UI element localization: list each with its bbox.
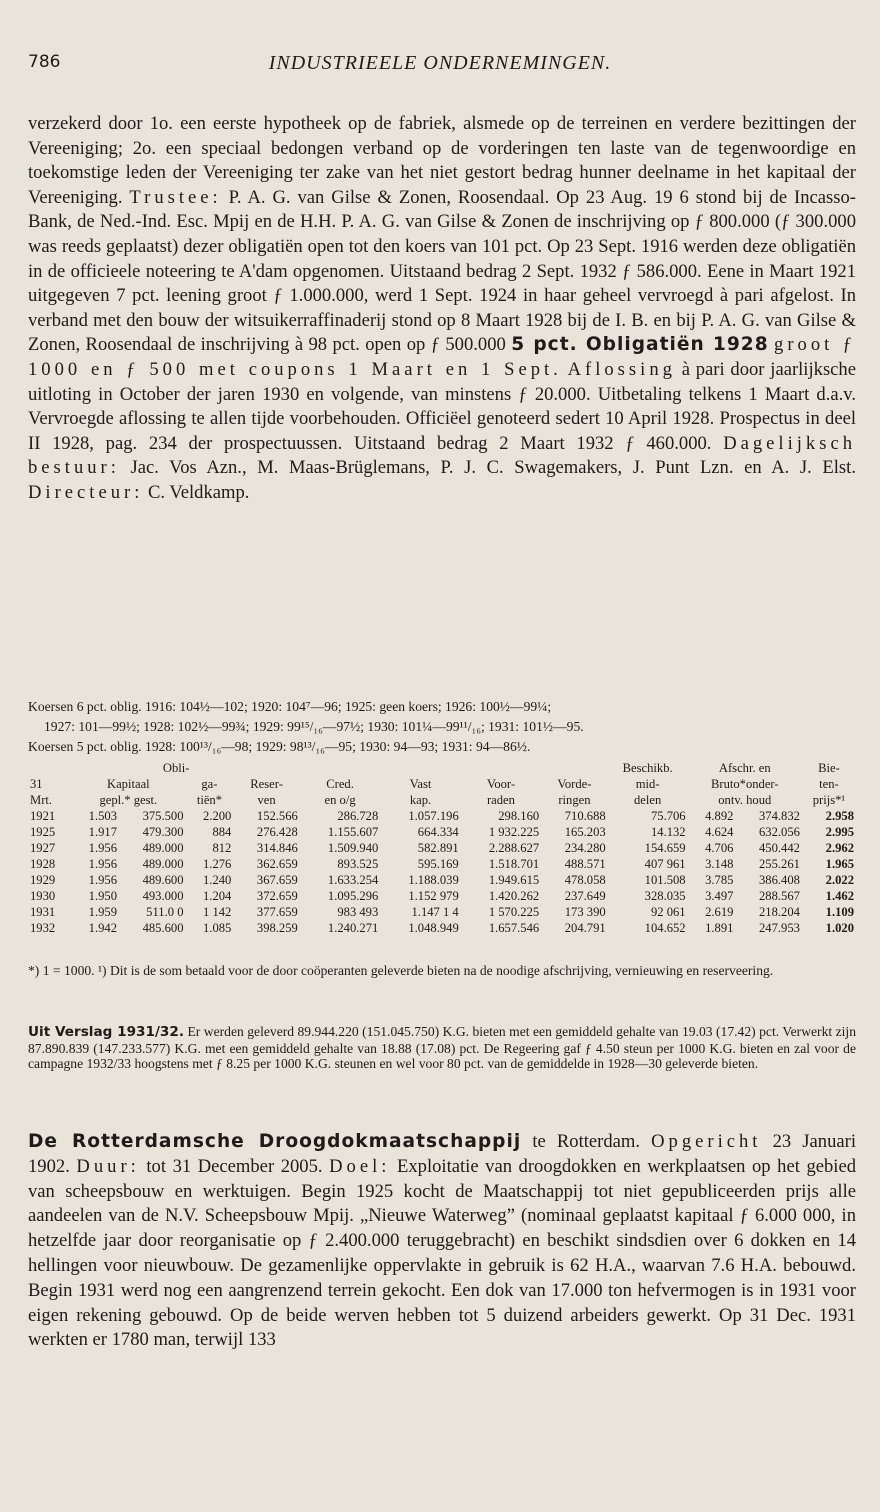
table-cell: 372.659 (256, 889, 298, 903)
price-quotes (28, 698, 856, 758)
col-header: Afschr. en (718, 761, 771, 775)
table-body (28, 808, 856, 936)
table-cell: 1.152 979 (408, 889, 459, 903)
table-cell: 3.148 (705, 857, 734, 871)
col-header: Voor- (486, 777, 516, 791)
company-text: Exploitatie van droogdokken en werkplaatsen op het gebied van scheepsbouw en werktuigen. Begin 1925 kocht de Maatschappij tot niet gepubliceerden prijs alle aandeelen van de N.V. Scheepsbouw Mpij. „Nieuwe Waterweg” (nominaal geplaatst kapitaal ƒ 6.000 000, in hetzelfde jaar door reorganisatie op ƒ 2.400.000 teruggebracht) en beschikt sindsdien over 6 dokken en 14 hellingen voor nieuwbouw. De gezamenlijke oppervlakte in gebruik is 62 H.A., waarvan 7.6 H.A. bebouwd. Begin 1931 werd nog een aangrenzend terrein gekocht. Een dok van 17.000 ton hefvermogen is in 1931 voor eigen rekening gebouwd. Op de beide werven hebben tot 5 duizend arbeiders gewerkt. Op 31 Dec. 1931 werkten er 1780 man, terwijl 133 (28, 1155, 857, 1351)
table-cell: 1.956 (88, 873, 118, 887)
table-cell: 1.633.254 (327, 873, 379, 887)
table-cell: 1.276 (203, 857, 232, 871)
table-cell: 664.334 (417, 825, 459, 839)
table-cell: 983 493 (337, 905, 379, 919)
table-cell: 14.132 (650, 825, 686, 839)
col-header (461, 760, 541, 776)
table-cell: 255.261 (759, 857, 800, 871)
text-run: P. A. G. van Gilse & Zonen, Roosendaal. Op 23 Aug. 19 6 stond bij de Incasso-Bank, de Ned.-Ind. Esc. Mpij en de H.H. P. A. G. van Gilse & Zonen de inschrijving op ƒ 800.000 (ƒ 300.000 was reeds geplaatst) dezer obligatiën open tot den koers van 101 pct. Op 23 Sept. 1916 werden deze obligatiën in de officieele noteering te A'dam opgenomen. Uitstaand bedrag 2 Sept. 1932 ƒ 586.000. Eene in Maart 1921 uitgegeven 7 pct. leening groot ƒ 1.000.000, werd 1 Sept. 1924 in haar geheel vervroegd à pari afgelost. In verband met den bouw der witsuikerraffinaderij stond op 8 Maart 1928 bij de I. B. en bij P. A. G. van Gilse & Zonen, Roosendaal de inschrijving à 98 pct. open op ƒ 500.000 (28, 186, 856, 356)
text-run: Jac. Vos Azn., M. Maas-Brüglemans, P. J. C. Swagemakers, J. Punt Lzn. en A. J. Elst. (130, 457, 856, 479)
col-header: Vorde- (557, 777, 592, 791)
table-cell: 204.791 (564, 921, 606, 935)
quote-line: Koersen 5 pct. oblig. 1928: 100¹³/₁₆—98; 1929: 98¹³/₁₆—95; 1930: 94—93; 1931: 94—86½. (28, 739, 531, 754)
text-run: verzekerd door 1o. een eerste hypotheek op de fabriek, alsmede op de terreinen en verdere bezittingen der Vereeniging; 2o. een speciaal bedongen verband op de vorderingen ten laste van de tegenwoordige en toekomstige leden der Vereeniging ter zake van het niet gestort bedrag hunner deelname in het kapitaal der Vereeniging. (28, 113, 856, 208)
table-cell: 1 570.225 (488, 905, 540, 919)
table-cell: 479.300 (142, 825, 184, 839)
col-header: Mrt. (30, 793, 53, 807)
page-number: 786 (28, 52, 61, 72)
table-cell: 276.428 (256, 825, 298, 839)
col-header: Kapitaal (107, 777, 150, 791)
table-cell: 2.022 (825, 873, 854, 887)
table-cell: 1.503 (88, 809, 118, 823)
company-name: De Rotterdamsche Droogdokmaatschappij (28, 1131, 522, 1152)
table-cell: 1.949.615 (488, 873, 540, 887)
paragraph (28, 1024, 856, 1072)
col-header: ontv. houd (718, 793, 772, 807)
table-cell: 375.500 (142, 809, 184, 823)
row-year: 1932 (30, 921, 56, 935)
col-header: Cred. (326, 777, 354, 791)
table-cell: 1.509.940 (327, 841, 379, 855)
table-cell: 328.035 (644, 889, 686, 903)
table-cell: 362.659 (256, 857, 298, 871)
table-cell: 218.204 (759, 905, 800, 919)
col-header: gepl.* gest. (99, 793, 158, 807)
table-cell: 1.048.949 (408, 921, 459, 935)
row-year: 1929 (30, 873, 56, 887)
table-cell: 407 961 (644, 857, 686, 871)
table-cell: 3.785 (705, 873, 734, 887)
table-cell: 1.420.262 (488, 889, 540, 903)
company-entry (28, 1130, 856, 1353)
col-header: Beschikb. (622, 761, 673, 775)
table-cell: 1.240.271 (327, 921, 379, 935)
table-cell: 493.000 (142, 889, 184, 903)
table-row (28, 888, 856, 904)
bestuur-label: Dagelijksch bestuur: (28, 432, 856, 479)
quote-line: 1927: 101—99½; 1928: 102½—99¾; 1929: 99¹⁵/₁₆—97½; 1930: 101¼—99¹¹/₁₆; 1931: 101½—95. (44, 719, 584, 734)
table-cell: 288.567 (759, 889, 800, 903)
table-cell: 152.566 (256, 809, 298, 823)
table-cell: 1.147 1 4 (411, 905, 459, 919)
col-header: prijs*¹ (812, 793, 846, 807)
table-cell: 1.240 (203, 873, 232, 887)
company-location: te Rotterdam. (532, 1131, 641, 1152)
table-cell: 2.962 (825, 841, 854, 855)
row-year: 1930 (30, 889, 56, 903)
col-header: ringen (558, 793, 591, 807)
col-header: Obli- (162, 761, 190, 775)
table-cell: 1.891 (705, 921, 734, 935)
col-header: kap. (409, 793, 432, 807)
directeur-label: Directeur: (28, 481, 144, 503)
col-header: ga- (201, 777, 218, 791)
col-header: Bie- (818, 761, 840, 775)
table-cell: 101.508 (644, 873, 686, 887)
table-cell: 1.965 (825, 857, 854, 871)
row-year: 1928 (30, 857, 56, 871)
table-cell: 286.728 (337, 809, 379, 823)
table-cell: 884 (212, 825, 232, 839)
table-cell: 1.020 (825, 921, 854, 935)
table-row (28, 872, 856, 888)
table-cell: 75.706 (650, 809, 686, 823)
table-cell: 582.891 (417, 841, 459, 855)
annual-report-summary (28, 1024, 856, 1072)
table-cell: 1.085 (203, 921, 232, 935)
table-cell: 104.652 (644, 921, 686, 935)
table-cell: 4.892 (705, 809, 734, 823)
col-header: ten- (819, 777, 839, 791)
col-header (300, 760, 380, 776)
table-cell: 1 142 (203, 905, 232, 919)
trustee-label: Trustee: (129, 186, 222, 208)
table-row (28, 904, 856, 920)
table-header-row (28, 760, 856, 776)
table-cell: 1.462 (825, 889, 854, 903)
table-cell: 4.624 (705, 825, 734, 839)
table-cell: 2.619 (705, 905, 734, 919)
table-cell: 4.706 (705, 841, 734, 855)
table-cell: 632.056 (759, 825, 800, 839)
table-cell: 1.204 (203, 889, 232, 903)
report-lead: Uit Verslag 1931/32. (28, 1024, 185, 1040)
table-cell: 237.649 (564, 889, 606, 903)
doel-label: Doel: (329, 1155, 391, 1177)
table-cell: 2.200 (203, 809, 232, 823)
table-cell: 367.659 (256, 873, 298, 887)
table-cell: 1.950 (88, 889, 118, 903)
table-row (28, 808, 856, 824)
table-cell: 1.657.546 (488, 921, 540, 935)
col-header: mid- (635, 777, 660, 791)
aflossing-label: Aflossing (567, 358, 676, 380)
col-header: en o/g (324, 793, 356, 807)
table-cell: 1.155.607 (327, 825, 379, 839)
table-cell: 812 (212, 841, 232, 855)
paragraph (28, 1130, 856, 1353)
table-cell: 234.280 (564, 841, 606, 855)
col-header (380, 760, 460, 776)
table-cell: 1.188.039 (408, 873, 459, 887)
row-year: 1925 (30, 825, 56, 839)
table-footnote (28, 962, 856, 979)
col-header (71, 760, 119, 776)
report-text: Er werden geleverd 89.944.220 (151.045.750) K.G. bieten met een gemiddeld gehalte van 19.03 (17.42) pct. Verwerkt zijn 87.890.839 (147.233.577) K.G. met een gemiddeld gehalte van 18.88 (17.08) pct. De Regeering gaf ƒ 4.50 steun per 1000 K.G. bieten en zal voor de campagne 1932/33 hoogstens met ƒ 8.25 per 1000 K.G. steunen en wel voor 80 pct. van de gemiddelde in 1928—30 geleverde bieten. (28, 1024, 857, 1072)
table-cell: 485.600 (142, 921, 184, 935)
table-cell: 595.169 (417, 857, 459, 871)
table-cell: 489.000 (142, 857, 184, 871)
table-header-row (28, 792, 856, 808)
table-cell: 488.571 (564, 857, 606, 871)
table-cell: 298.160 (498, 809, 540, 823)
row-year: 1927 (30, 841, 56, 855)
table-cell: 2.958 (825, 809, 854, 823)
table-cell: 374.832 (759, 809, 800, 823)
table-cell: 478.058 (564, 873, 606, 887)
table-cell: 314.846 (256, 841, 298, 855)
col-header (28, 760, 71, 776)
continuation-text (28, 112, 856, 506)
col-header: tiën* (196, 793, 223, 807)
col-header: ven (257, 793, 276, 807)
table-cell: 450.442 (759, 841, 800, 855)
row-year: 1921 (30, 809, 56, 823)
table-cell: 398.259 (256, 921, 298, 935)
table-cell: 511.0 0 (146, 905, 184, 919)
paragraph (28, 112, 856, 506)
table-cell: 1.095.296 (327, 889, 379, 903)
running-title: INDUSTRIEELE ONDERNEMINGEN. (268, 52, 612, 74)
table-cell: 1.109 (825, 905, 854, 919)
table-cell: 489.000 (142, 841, 184, 855)
duur-label: Duur: (76, 1155, 140, 1177)
table-cell: 92 061 (650, 905, 686, 919)
bond-heading: 5 pct. Obligatiën 1928 (511, 334, 769, 356)
page-header (28, 52, 852, 82)
quote-line: Koersen 6 pct. oblig. 1916: 104½—102; 1920: 104⁷—96; 1925: geen koers; 1926: 100½—99¼; (28, 699, 552, 714)
col-header: delen (634, 793, 662, 807)
table-cell: 1.959 (88, 905, 118, 919)
table-cell: 3.497 (705, 889, 734, 903)
text-run: C. Veldkamp. (148, 481, 250, 503)
table-cell: 2.288.627 (488, 841, 540, 855)
table-cell: 489.600 (142, 873, 184, 887)
col-header: Reser- (250, 777, 283, 791)
text-run: groot ƒ 1000 en ƒ 500 met coupons 1 Maart en 1 Sept. (28, 334, 856, 380)
table-cell: 2.995 (825, 825, 854, 839)
duur-value: tot 31 December 2005. (146, 1155, 323, 1177)
opgericht-label: Opgericht (651, 1131, 762, 1152)
col-header: Bruto*onder- (710, 777, 779, 791)
financial-table (28, 760, 856, 936)
col-header: Vast (409, 777, 432, 791)
col-header: raden (486, 793, 515, 807)
table-row (28, 824, 856, 840)
table-cell: 893.525 (337, 857, 379, 871)
table-cell: 1.917 (88, 825, 118, 839)
table-cell: 1.956 (88, 841, 118, 855)
table-cell: 1.518.701 (488, 857, 540, 871)
col-header (233, 760, 299, 776)
table-cell: 386.408 (759, 873, 800, 887)
table-row (28, 856, 856, 872)
opgericht-value: 23 Januari 1902. (28, 1131, 856, 1177)
table-cell: 377.659 (256, 905, 298, 919)
table-cell: 1.956 (88, 857, 118, 871)
table-row (28, 840, 856, 856)
footnote-text: *) 1 = 1000. ¹) Dit is de som betaald voor de door coöperanten geleverde bieten na de noodige afschrijving, vernieuwing en reserveering. (28, 963, 774, 978)
table-cell: 154.659 (644, 841, 686, 855)
table-cell: 1.942 (88, 921, 118, 935)
col-header: 31 (30, 777, 43, 791)
table-header-row (28, 776, 856, 792)
table-cell: 710.688 (564, 809, 606, 823)
table-row (28, 920, 856, 936)
text-run: à pari door jaarlijksche uitloting in October der jaren 1930 en volgende, van minstens ƒ 20.000. Uitbetaling telkens 1 Maart d.a.v. Vervroegde aflossing te allen tijde voorbehouden. Officiëel genoteerd sedert 10 April 1928. Prospectus in deel II 1928, pag. 234 der prospectuussen. Uitstaand bedrag 2 Maart 1932 ƒ 460.000. (28, 358, 856, 454)
table-cell: 1 932.225 (488, 825, 540, 839)
row-year: 1931 (30, 905, 56, 919)
table-cell: 1.057.196 (408, 809, 459, 823)
col-header (541, 760, 607, 776)
table-cell: 165.203 (564, 825, 606, 839)
table-cell: 173 390 (564, 905, 606, 919)
table-cell: 247.953 (759, 921, 800, 935)
